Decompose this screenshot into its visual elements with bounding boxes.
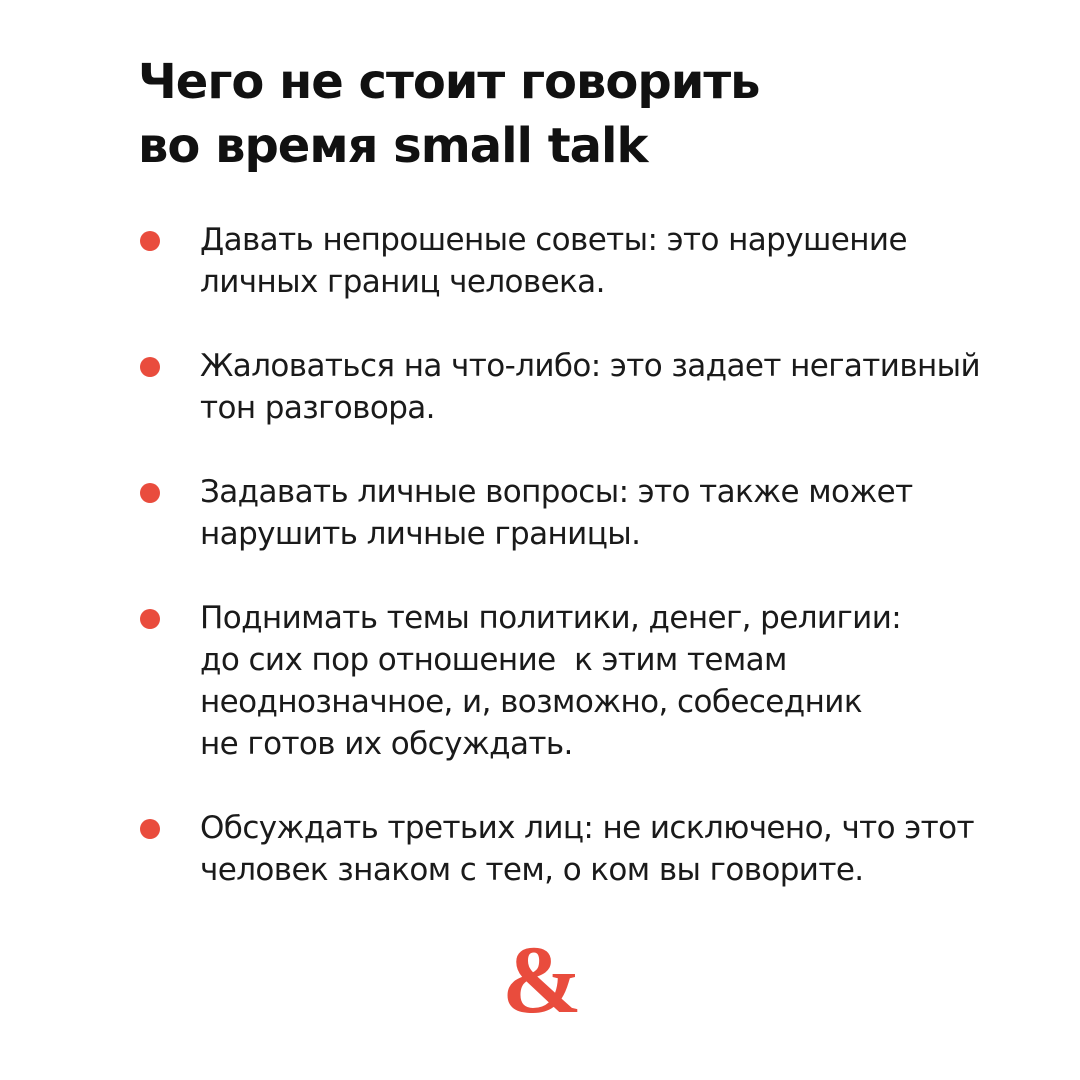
list-item-line: человек знаком с тем, о ком вы говорите. (200, 852, 864, 888)
list-item-text (200, 807, 1040, 891)
page-title (138, 50, 1038, 178)
list-item-text (200, 345, 1040, 429)
list-item-text (200, 471, 1040, 555)
list-item-text (200, 597, 1040, 765)
list-item-line: Обсуждать третьих лиц: не исключено, что этот (200, 810, 974, 846)
title-line-2: во время small talk (138, 118, 648, 174)
bullet-dot-icon (140, 483, 160, 503)
list-item-line: неоднозначное, и, возможно, собеседник (200, 684, 862, 720)
bullet-dot-icon (140, 357, 160, 377)
title-line-1: Чего не стоит говорить (138, 54, 760, 110)
list-item-line: Жаловаться на что-либо: это задает негативный (200, 348, 981, 384)
bullet-dot-icon (140, 819, 160, 839)
list-item-line: тон разговора. (200, 390, 435, 426)
list-item-text (200, 219, 1040, 303)
list-item-line: Задавать личные вопросы: это также может (200, 474, 913, 510)
list-item-line: Давать непрошеные советы: это нарушение (200, 222, 907, 258)
list-item-line: нарушить личные границы. (200, 516, 641, 552)
list-item-line: Поднимать темы политики, денег, религии: (200, 600, 902, 636)
bullet-dot-icon (140, 609, 160, 629)
svg-text:&: & (502, 926, 582, 1033)
list-item-line: не готов их обсуждать. (200, 726, 573, 762)
bullet-dot-icon (140, 231, 160, 251)
list-item-line: личных границ человека. (200, 264, 605, 300)
ampersand-logo-icon (502, 926, 582, 1033)
list-item-line: до сих пор отношение к этим темам (200, 642, 787, 678)
